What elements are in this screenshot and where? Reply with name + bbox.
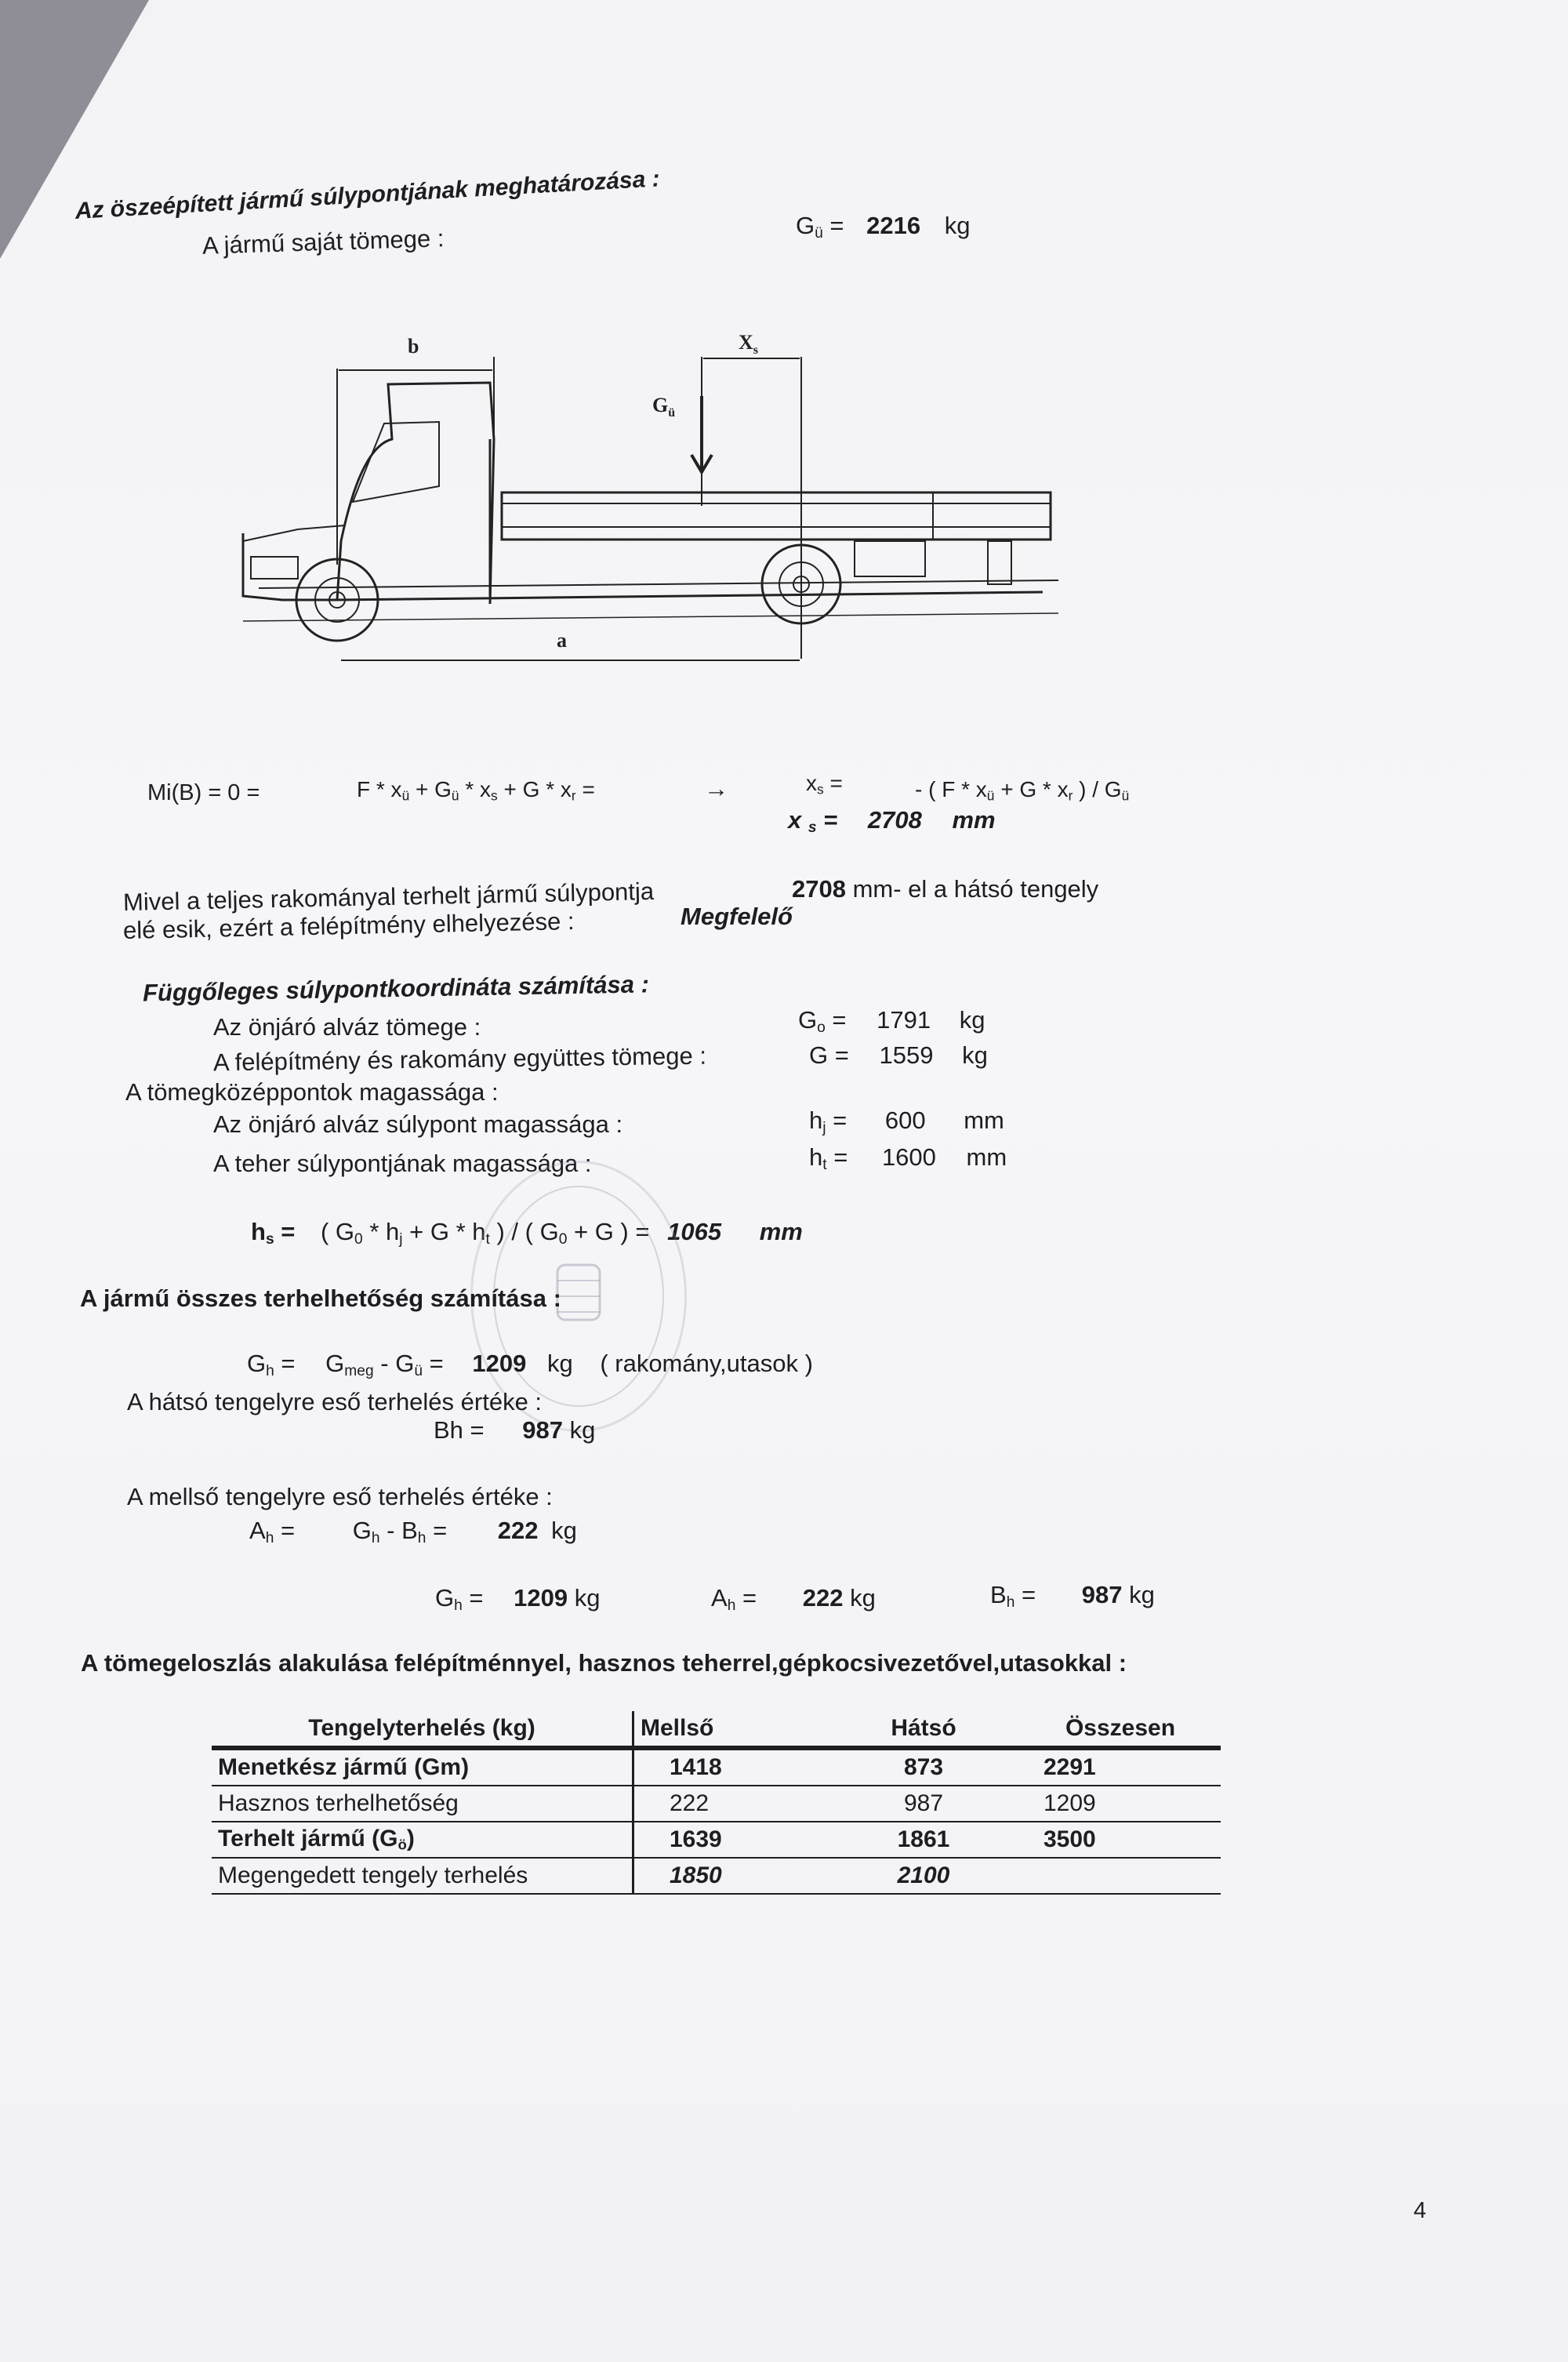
table-cell: 3500	[1044, 1826, 1096, 1852]
vertical-cg-heading: Függőleges súlypontkoordináta számítása :	[142, 970, 650, 1007]
own-mass-label: A jármű saját tömege :	[201, 224, 445, 260]
page-number: 4	[1414, 2198, 1427, 2223]
table-cell: Hasznos terhelhetőség	[212, 1786, 633, 1822]
conclusion-distance: 2708 mm- el a hátsó tengely	[792, 875, 1099, 903]
axle-load-table	[212, 1711, 1221, 1895]
table-cell: 1418	[670, 1754, 722, 1780]
table-cell: Menetkész jármű (Gm)	[212, 1748, 633, 1786]
g0-chassis-value: $G_o = 1791$ kg	[798, 1006, 985, 1036]
capacity-heading: A jármű összes terhelhetőség számítása :	[80, 1285, 561, 1312]
diagram-label-b: b	[408, 335, 419, 358]
load-cg-label: A teher súlypontjának magassága :	[213, 1150, 592, 1177]
table-cell: 1209	[1044, 1790, 1096, 1816]
table-cell: 987	[903, 1790, 944, 1816]
distribution-heading: A tömegeloszlás alakulása felépítménnyel, hasznos teherrel,gépkocsivezetővel,utasokkal :	[81, 1649, 1127, 1677]
front-axle-label: A mellső tengelyre eső terhelés értéke :	[127, 1483, 553, 1510]
hs-formula: $h_s$ = ( $G_0 * h_j + G * h_t$ ) / ( $G_0 + G$ ) = 1065 mm	[251, 1218, 803, 1248]
hj-value: $h_j = 600$ mm	[809, 1107, 1004, 1136]
table-row	[212, 1822, 1221, 1858]
conclusion-line2: elé esik, ezért a felépítmény elhelyezése :	[122, 907, 575, 945]
summary-gh: $G_h = 1209$ kg	[435, 1584, 601, 1614]
table-cell: 222	[670, 1790, 710, 1816]
section-heading-cg: Az öszeépített jármű súlypontjának meghatározása :	[74, 165, 661, 224]
xs-result: x $_s$ = 2708 mm	[788, 806, 996, 836]
truck-diagram	[212, 322, 1105, 682]
table-cell: 1639	[670, 1826, 722, 1852]
table-cell: 1861	[897, 1826, 950, 1852]
diagram-label-g: $G_ü$	[652, 394, 676, 420]
ht-value: $h_t = 1600$ mm	[809, 1143, 1007, 1173]
summary-ah: $A_h = 222$ kg	[711, 1584, 876, 1614]
chassis-mass-label: Az önjáró alváz tömege :	[213, 1013, 481, 1041]
table-header-cell: Mellső	[641, 1715, 714, 1741]
verdict-text: Megfelelő	[681, 903, 793, 930]
table-cell: 1850	[670, 1862, 722, 1888]
table-header-row	[212, 1711, 1221, 1748]
table-cell: 2291	[1044, 1754, 1096, 1780]
table-cell: 873	[903, 1754, 944, 1780]
table-header-cell: Hátsó	[891, 1715, 956, 1741]
rear-axle-label: A hátsó tengelyre eső terhelés értéke :	[127, 1388, 543, 1415]
chassis-cg-label: Az önjáró alváz súlypont magassága :	[213, 1110, 623, 1138]
table-header-cell: Összesen	[1065, 1715, 1176, 1741]
table-cell	[1020, 1858, 1221, 1894]
xs-formula: - ( $F * x_ü + G * x_r$ ) / $G_ü$	[915, 777, 1130, 804]
moment-equation: $F * x_ü + G_ü * x_s + G * x_r$ =	[357, 777, 595, 804]
bh-formula: Bh = 987 kg	[434, 1416, 596, 1444]
xs-definition: $x_s$ =	[806, 771, 843, 798]
table-header-cell: Tengelyterhelés (kg)	[212, 1711, 633, 1748]
moment-lhs: Mi(B) = 0 =	[147, 780, 260, 805]
g-body-value: G = 1559 kg	[809, 1041, 988, 1069]
table-cell: Megengedett tengely terhelés	[212, 1858, 633, 1894]
gh-formula: $G_h = G_{meg} - G_ü = 1209$ kg ( rakomány,utasok )	[247, 1350, 813, 1379]
g0-formula: $G_ü = 2216$ kg	[796, 212, 971, 242]
table-row	[212, 1858, 1221, 1894]
table-cell: Terhelt jármű $(G_ö)$	[212, 1822, 633, 1858]
arrow-symbol: →	[704, 775, 728, 802]
body-load-mass-label: A felépítmény és rakomány együttes tömege :	[212, 1041, 707, 1077]
conclusion-line1: Mivel a teljes rakományal terhelt jármű súlypontja	[122, 877, 655, 917]
diagram-label-xs: $X_s$	[739, 331, 759, 357]
heights-label: A tömegközéppontok magassága :	[125, 1078, 499, 1106]
table-row	[212, 1786, 1221, 1822]
summary-bh: $B_h = 987$ kg	[990, 1581, 1155, 1611]
table-cell: 2100	[897, 1862, 950, 1888]
diagram-label-a: a	[557, 629, 567, 652]
table-row	[212, 1748, 1221, 1786]
ah-formula: $A_h = G_h - B_h = 222$ kg	[249, 1517, 577, 1546]
